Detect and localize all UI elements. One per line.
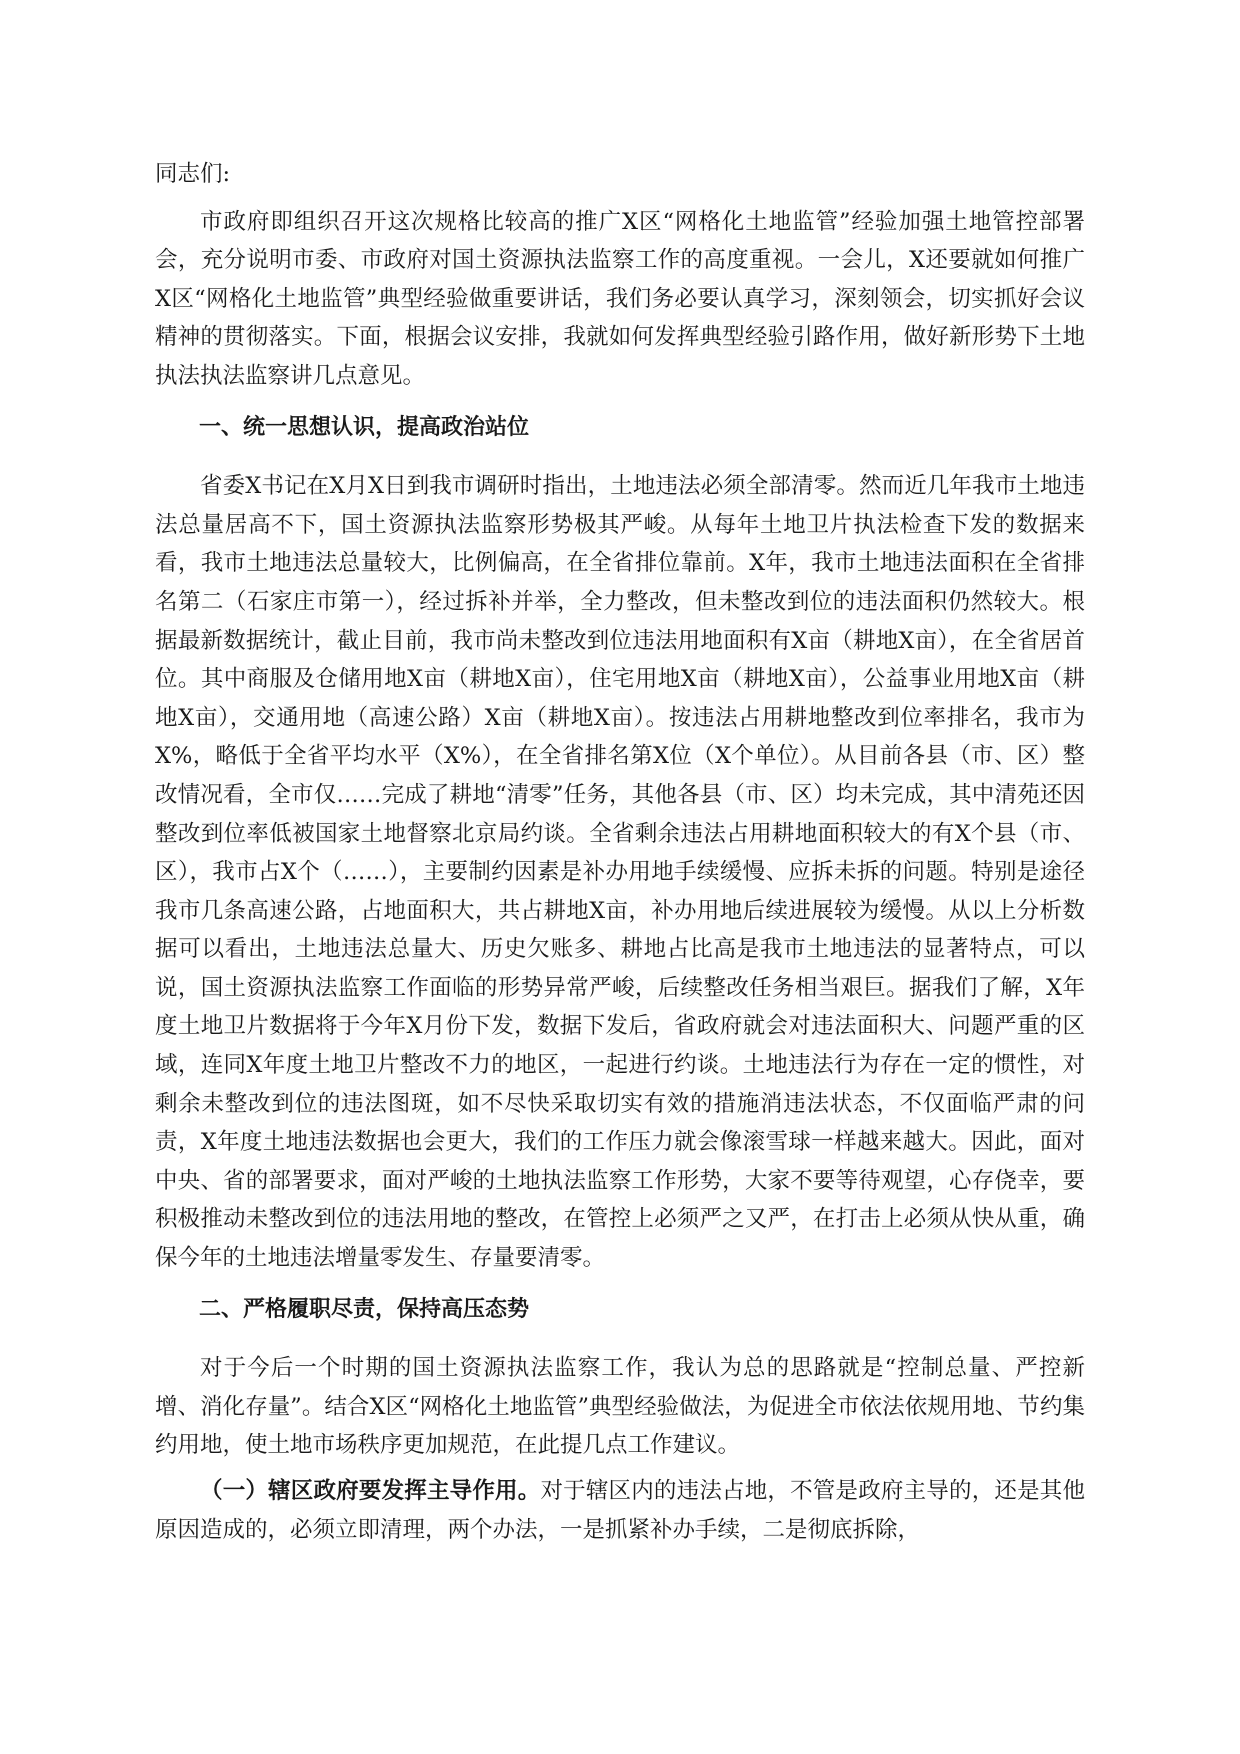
item-1-lead: （一）辖区政府要发挥主导作用。 (200, 1478, 541, 1504)
salutation: 同志们: (155, 161, 231, 187)
section-2-paragraph: 对于今后一个时期的国土资源执法监察工作，我认为总的思路就是“控制总量、严控新增、消化存量”。结合X区“网格化土地监管”典型经验做法，为促进全市依法依规用地、节约集约用地，使土地市场秩序更加规范，在此提几点工作建议。 (155, 1355, 1085, 1459)
item-1-body: 对于辖区内的违法占地，不管是政府主导的，还是其他原因造成的，必须立即清理，两个办法，一是抓紧补办手续，二是彻底拆除， (155, 1478, 1085, 1543)
intro-paragraph: 市政府即组织召开这次规格比较高的推广X区“网格化土地监管”经验加强土地管控部署会，充分说明市委、市政府对国土资源执法监察工作的高度重视。一会儿，X还要就如何推广X区“网格化土地监管”典型经验做重要讲话，我们务必要认真学习，深刻领会，切实抓好会议精神的贯彻落实。下面，根据会议安排，我就如何发挥典型经验引路作用，做好新形势下土地执法执法监察讲几点意见。 (155, 208, 1085, 389)
item-1-paragraph (155, 1472, 1085, 1549)
section-heading-1: 一、统一思想认识，提高政治站位 (199, 414, 530, 440)
section-1-paragraph: 省委X书记在X月X日到我市调研时指出，土地违法必须全部清零。然而近几年我市土地违法总量居高不下，国土资源执法监察形势极其严峻。从每年土地卫片执法检查下发的数据来看，我市土地违法总量较大，比例偏高，在全省排位靠前。X年，我市土地违法面积在全省排名第二（石家庄市第一），经过拆补并举，全力整改，但未整改到位的违法面积仍然较大。根据最新数据统计，截止目前，我市尚未整改到位违法用地面积有X亩（耕地X亩），在全省居首位。其中商服及仓储用地X亩（耕地X亩），住宅用地X亩（耕地X亩），公益事业用地X亩（耕地X亩），交通用地（高速公路）X亩（耕地X亩）。按违法占用耕地整改到位率排名，我市为X%，略低于全省平均水平（X%），在全省排名第X位（X个单位）。从目前各县（市、区）整改情况看，全市仅……完成了耕地“清零”任务，其他各县（市、区）均未完成，其中清苑还因整改到位率低被国家土地督察北京局约谈。全省剩余违法占用耕地面积较大的有X个县（市、区），我市占X个（……），主要制约因素是补办用地手续缓慢、应拆未拆的问题。特别是途径我市几条高速公路，占地面积大，共占耕地X亩，补办用地后续进展较为缓慢。从以上分析数据可以看出，土地违法总量大、历史欠账多、耕地占比高是我市土地违法的显著特点，可以说，国土资源执法监察工作面临的形势异常严峻，后续整改任务相当艰巨。据我们了解，X年度土地卫片数据将于今年X月份下发，数据下发后，省政府就会对违法面积大、问题严重的区域，连同X年度土地卫片整改不力的地区，一起进行约谈。土地违法行为存在一定的惯性，对剩余未整改到位的违法图斑，如不尽快采取切实有效的措施消违法状态，不仅面临严肃的问责，X年度土地违法数据也会更大，我们的工作压力就会像滚雪球一样越来越大。因此，面对中央、省的部署要求，面对严峻的土地执法监察工作形势，大家不要等待观望，心存侥幸，要积极推动未整改到位的违法用地的整改，在管控上必须严之又严，在打击上必须从快从重，确保今年的土地违法增量零发生、存量要清零。 (155, 473, 1085, 1272)
section-heading-2: 二、严格履职尽责，保持高压态势 (199, 1296, 530, 1322)
